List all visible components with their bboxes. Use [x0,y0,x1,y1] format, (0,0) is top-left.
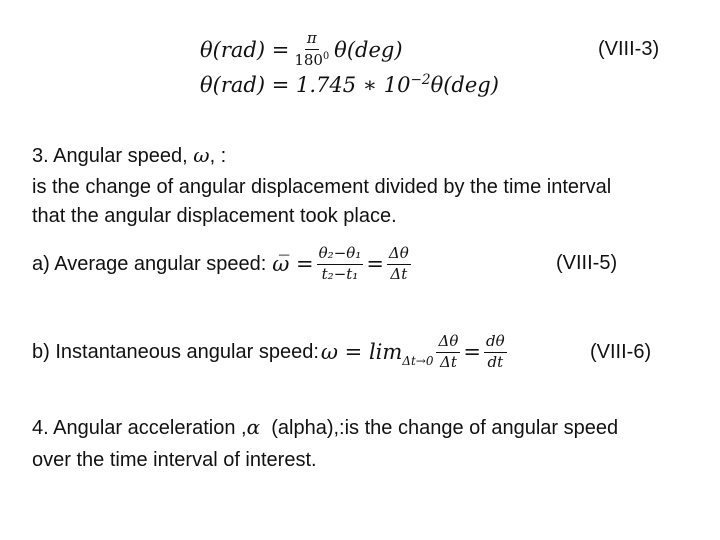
eq1-frac-den [292,50,331,69]
item-a-frac1-den: t₂−t₁ [321,264,359,283]
equation-tag-viii-5: (VIII-5) [556,252,618,274]
item3-heading [32,143,226,168]
item-a-lhs: ω̅ = [272,252,314,276]
eq1-fraction [292,31,331,69]
item-b-equals: = [463,340,481,364]
item-b-lim-sub: Δt→0 [402,354,434,368]
eq2-rhs: θ(deg) [430,73,499,97]
item4-line2: over the time interval of interest. [32,449,317,471]
omega-symbol: ω [193,143,210,167]
eq1-frac-den-sup: 0 [322,51,330,62]
item-a-frac2 [387,243,411,283]
item-b-lhs: ω = lim [320,340,403,364]
equation-tag-viii-6: (VIII-6) [590,341,652,363]
equation-viii-3 [200,28,403,72]
item-a-frac1 [317,243,364,283]
item-b-frac2-num: dθ [484,334,507,353]
item3-heading-text: 3. Angular speed, [32,145,188,167]
eq1-rhs: θ(deg) [334,38,403,62]
item4-line1-b: (alpha),:is the change of angular speed [260,417,619,439]
alpha-symbol: α [246,415,261,439]
item-a-label: a) Average angular speed: [32,252,267,275]
eq1-frac-num: π [305,31,319,50]
eq1-lhs: θ(rad) = [200,38,290,62]
item-a-frac2-num: Δθ [387,246,411,265]
item-a-row [32,236,414,292]
equation-conversion [200,72,499,98]
item4-line1-a: 4. Angular acceleration , [32,417,247,439]
item-b-frac1-den: Δt [439,352,457,371]
item4-line1 [32,415,618,440]
item-b-frac2-den: dt [487,352,504,371]
item-a-frac2-den: Δt [390,264,408,283]
item-b-frac1-num: Δθ [436,334,460,353]
item-b-frac2 [484,331,507,371]
item-b-label: b) Instantaneous angular speed: [32,340,319,363]
item-b-row [32,324,510,380]
item3-line1: is the change of angular displacement divided by the time interval [32,176,612,198]
equation-tag-viii-3: (VIII-3) [598,38,660,60]
item3-line2: that the angular displacement took place. [32,205,397,227]
eq2-exponent: −2 [410,72,431,88]
item3-heading-end: , : [209,145,227,167]
eq1-frac-den-value: 180 [294,51,323,69]
item-b-frac1 [436,331,460,371]
eq2-lhs: θ(rad) = 1.745 ∗ 10 [200,73,411,97]
item-a-frac1-num: θ₂−θ₁ [317,246,364,265]
item-a-equals: = [366,252,384,276]
